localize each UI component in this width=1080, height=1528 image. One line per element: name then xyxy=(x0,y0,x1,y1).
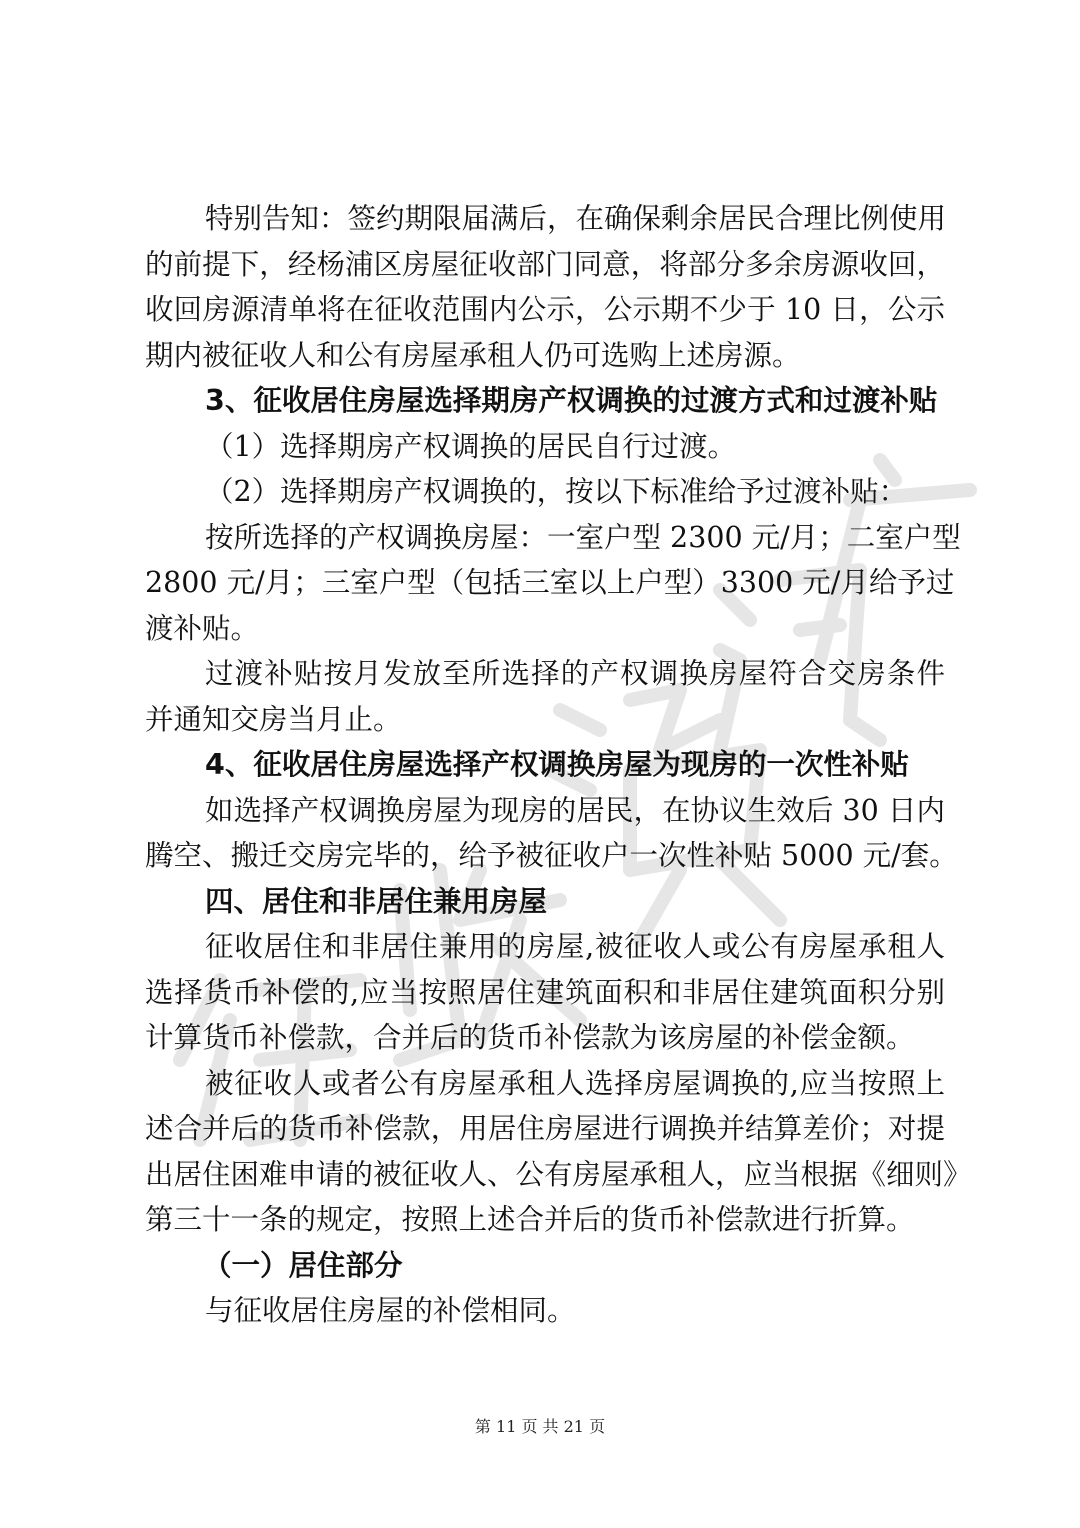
paragraph-exchange-line-3: 出居住困难申请的被征收人、公有房屋承租人，应当根据《细则》 xyxy=(145,1157,972,1191)
section-heading-3: 3、征收居住房屋选择期房产权调换的过渡方式和过渡补贴 xyxy=(205,384,938,417)
paragraph-exchange-line-1: 被征收人或者公有房屋承租人选择房屋调换的,应当按照上 xyxy=(205,1066,945,1100)
paragraph-residential-part: 与征收居住房屋的补偿相同。 xyxy=(205,1294,576,1327)
section-heading-4: 4、征收居住房屋选择产权调换房屋为现房的一次性补贴 xyxy=(205,748,909,781)
paragraph-subsidy-line-3: 渡补贴。 xyxy=(145,611,260,645)
paragraph-exchange-line-4: 第三十一条的规定，按照上述合并后的货币补偿款进行折算。 xyxy=(145,1203,915,1236)
list-item-1: （1）选择期房产权调换的居民自行过渡。 xyxy=(205,429,737,463)
paragraph-mixed-line-1: 征收居住和非居住兼用的房屋,被征收人或公有房屋承租人 xyxy=(205,930,945,963)
paragraph-notice-line-3: 收回房源清单将在征收范围内公示，公示期不少于 10 日，公示 xyxy=(145,293,945,326)
document-body xyxy=(145,196,972,1334)
paragraph-notice-line-4: 期内被征收人和公有房屋承租人仍可选购上述房源。 xyxy=(145,338,801,372)
subsection-heading-1: （一）居住部分 xyxy=(203,1248,403,1282)
paragraph-notice-line-2: 的前提下，经杨浦区房屋征收部门同意，将部分多余房源收回， xyxy=(145,247,945,281)
paragraph-subsidy-line-1: 按所选择的产权调换房屋：一室户型 2300 元/月；二室户型 xyxy=(205,520,961,554)
paragraph-exchange-line-2: 述合并后的货币补偿款，用居住房屋进行调换并结算差价；对提 xyxy=(145,1112,945,1145)
paragraph-transition-line-2: 并通知交房当月止。 xyxy=(145,702,402,736)
paragraph-transition-line-1: 过渡补贴按月发放至所选择的产权调换房屋符合交房条件 xyxy=(205,657,945,690)
list-item-2: （2）选择期房产权调换的，按以下标准给予过渡补贴： xyxy=(205,475,908,508)
paragraph-mixed-line-3: 计算货币补偿款，合并后的货币补偿款为该房屋的补偿金额。 xyxy=(145,1021,915,1054)
paragraph-notice-line-1: 特别告知：签约期限届满后，在确保剩余居民合理比例使用 xyxy=(205,202,947,235)
paragraph-subsidy-line-2: 2800 元/月；三室户型（包括三室以上户型）3300 元/月给予过 xyxy=(145,566,955,599)
paragraph-onetime-line-1: 如选择产权调换房屋为现房的居民，在协议生效后 30 日内 xyxy=(205,793,945,827)
paragraph-mixed-line-2: 选择货币补偿的,应当按照居住建筑面积和非居住建筑面积分别 xyxy=(145,975,945,1009)
paragraph-onetime-line-2: 腾空、搬迁交房完毕的，给予被征收户一次性补贴 5000 元/套。 xyxy=(145,839,958,872)
chapter-heading-4: 四、居住和非居住兼用房屋 xyxy=(205,884,548,918)
page-number: 第 11 页 共 21 页 xyxy=(474,1417,606,1436)
